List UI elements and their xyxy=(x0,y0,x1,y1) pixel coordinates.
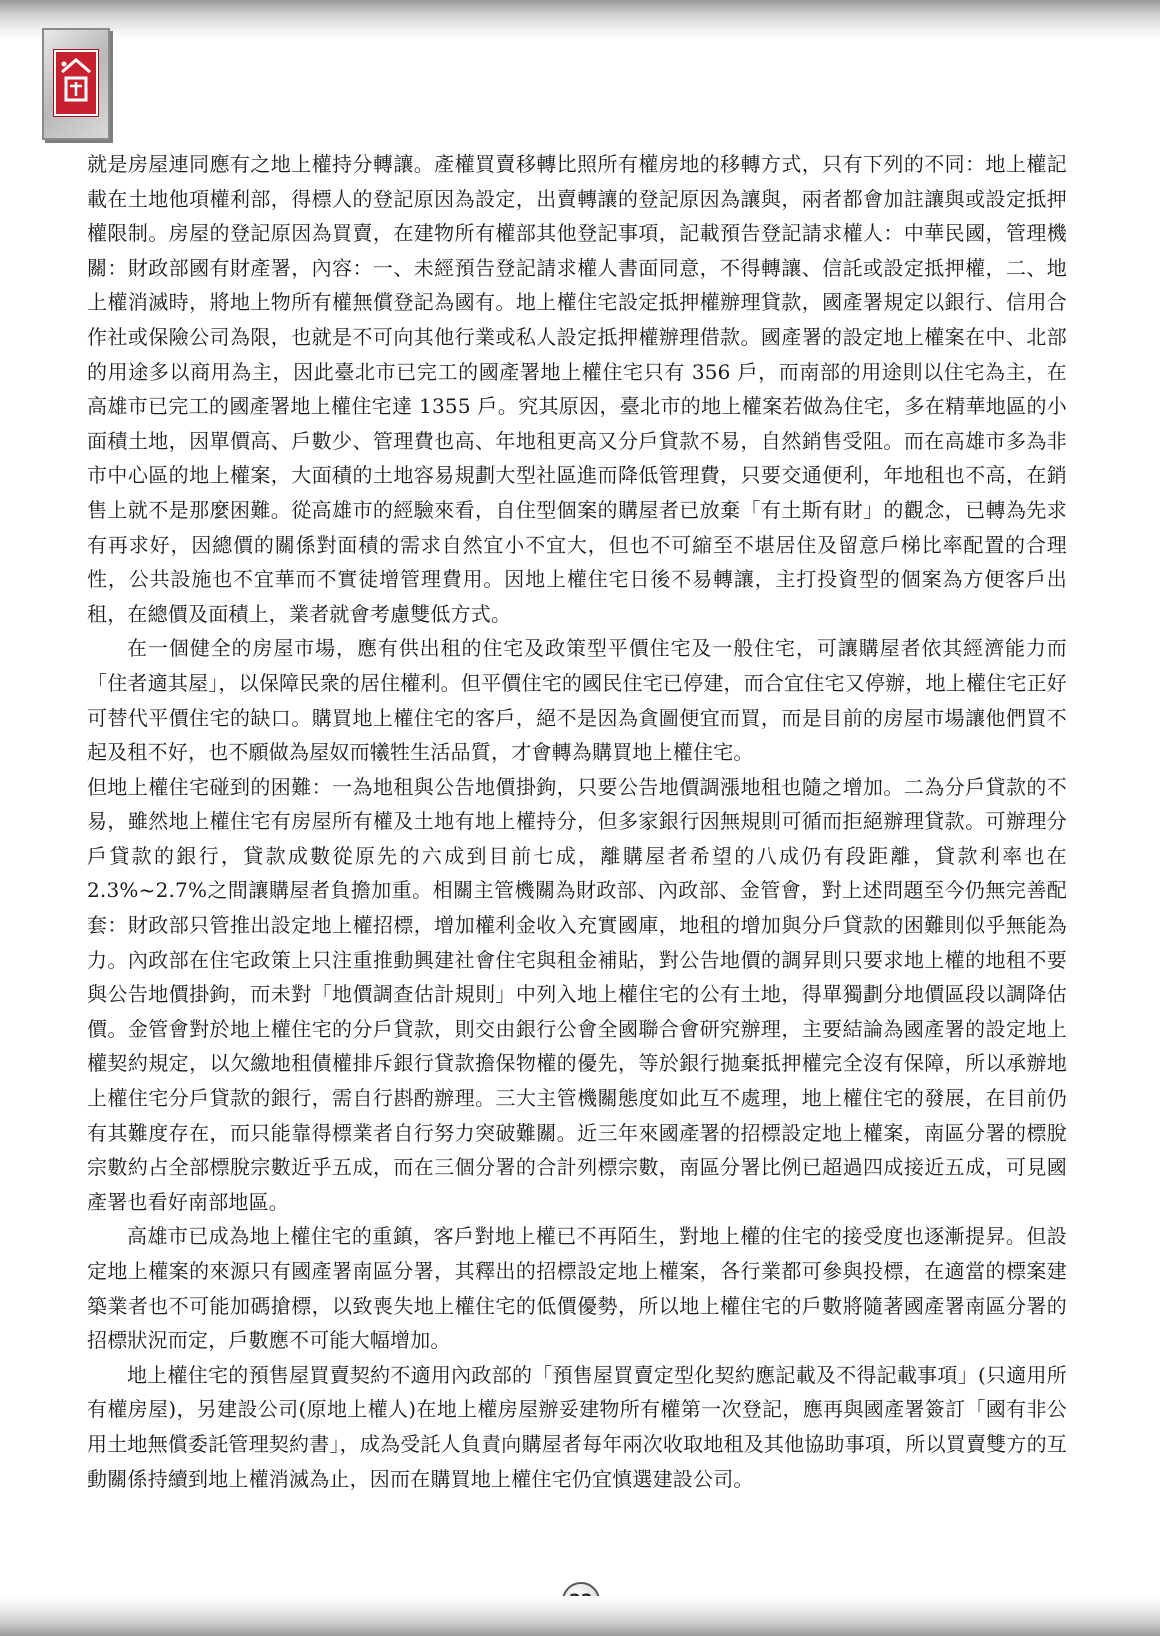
paragraph-4: 高雄市已成為地上權住宅的重鎮，客戶對地上權已不再陌生，對地上權的住宅的接受度也逐漸提昇。但設定地上權案的來源只有國產署南區分署，其釋出的招標設定地上權案，各行業都可參與投標，在適當的標案建築業者也不可能加碼搶標，以致喪失地上權住宅的低價優勢，所以地上權住宅的戶數將隨著國產署南區分署的招標狀況而定，戶數應不可能大幅增加。 xyxy=(87,1224,1067,1353)
paragraph-1: 就是房屋連同應有之地上權持分轉讓。產權買賣移轉比照所有權房地的移轉方式，只有下列的不同：地上權記載在土地他項權利部，得標人的登記原因為設定，出賣轉讓的登記原因為讓與，兩者都會加註讓與或設定抵押權限制。房屋的登記原因為買賣，在建物所有權部其他登記事項，記載預告登記請求權人：中華民國，管理機關：財政部國有財產署，內容：一、未經預告登記請求權人書面同意，不得轉讓、信託或設定抵押權，二、地上權消滅時，將地上物所有權無償登記為國有。地上權住宅設定抵押權辦理貸款，國產署規定以銀行、信用合作社或保險公司為限，也就是不可向其他行業或私人設定抵押權辦理借款。國產署的設定地上權案在中、北部的用途多以商用為主，因此臺北市已完工的國產署地上權住宅只有 356 戶，而南部的用途則以住宅為主，在高雄市已完工的國產署地上權住宅達 1355 戶。究其原因，臺北市的地上權案若做為住宅，多在精華地區的小面積土地，因單價高、戶數少、管理費也高、年地租更高又分戶貸款不易，自然銷售受阻。而在高雄市多為非市中心區的地上權案，大面積的土地容易規劃大型社區進而降低管理費，只要交通便利，年地租也不高，在銷售上就不是那麼困難。從高雄市的經驗來看，自住型個案的購屋者已放棄「有土斯有財」的觀念，已轉為先求有再求好，因總價的關係對面積的需求自然宜小不宜大，但也不可縮至不堪居住及留意戶梯比率配置的合理性，公共設施也不宜華而不實徒增管理費用。因地上權住宅日後不易轉讓，主打投資型的個案為方便客戶出租，在總價及面積上，業者就會考慮雙低方式。 xyxy=(87,152,1067,626)
paragraph-2: 在一個健全的房屋市場，應有供出租的住宅及政策型平價住宅及一般住宅，可讓購屋者依其經濟能力而「住者適其屋」，以保障民衆的居住權利。但平價住宅的國民住宅已停建，而合宜住宅又停辦，地上權住宅正好可替代平價住宅的缺口。購買地上權住宅的客戶，絕不是因為貪圖便宜而買，而是目前的房屋市場讓他們買不起及租不好，也不願做為屋奴而犧牲生活品質，才會轉為購買地上權住宅。 xyxy=(87,636,1067,765)
header-band xyxy=(0,0,1160,40)
article-body xyxy=(87,147,1067,1496)
publisher-logo xyxy=(42,28,110,140)
logo-emblem-icon xyxy=(54,50,98,116)
paragraph-3: 但地上權住宅碰到的困難：一為地租與公告地價掛鉤，只要公告地價調漲地租也隨之增加。二為分戶貸款的不易，雖然地上權住宅有房屋所有權及土地有地上權持分，但多家銀行因無規則可循而拒絕辦理貸款。可辦理分戶貸款的銀行，貸款成數從原先的六成到目前七成，離購屋者希望的八成仍有段距離，貸款利率也在 2.3%~2.7%之間讓購屋者負擔加重。相關主管機關為財政部、內政部、金管會，對上述問題至今仍無完善配套：財政部只管推出設定地上權招標，增加權利金收入充實國庫，地租的增加與分戶貸款的困難則似乎無能為力。內政部在住宅政策上只注重推動興建社會住宅與租金補貼，對公告地價的調昇則只要求地上權的地租不要與公告地價掛鉤，而未對「地價調查估計規則」中列入地上權住宅的公有土地，得單獨劃分地價區段以調降估價。金管會對於地上權住宅的分戶貸款，則交由銀行公會全國聯合會研究辦理，主要結論為國產署的設定地上權契約規定，以欠繳地租債權排斥銀行貸款擔保物權的優先，等於銀行拋棄抵押權完全沒有保障，所以承辦地上權住宅分戶貸款的銀行，需自行斟酌辦理。三大主管機關態度如此互不處理，地上權住宅的發展，在目前仍有其難度存在，而只能靠得標業者自行努力突破難關。近三年來國產署的招標設定地上權案，南區分署的標脫宗數約占全部標脫宗數近乎五成，而在三個分署的合計列標宗數，南區分署比例已超過四成接近五成，可見國產署也看好南部地區。 xyxy=(87,774,1067,1214)
footer-band xyxy=(0,1596,1160,1636)
paragraph-5: 地上權住宅的預售屋買賣契約不適用內政部的「預售屋買賣定型化契約應記載及不得記載事項」(只適用所有權房屋)，另建設公司(原地上權人)在地上權房屋辦妥建物所有權第一次登記，應再與國產署簽訂「國有非公用土地無償委託管理契約書」，成為受託人負責向購屋者每年兩次收取地租及其他協助事項，所以買賣雙方的互動關係持續到地上權消滅為止，因而在購買地上權住宅仍宜慎選建設公司。 xyxy=(87,1362,1067,1491)
